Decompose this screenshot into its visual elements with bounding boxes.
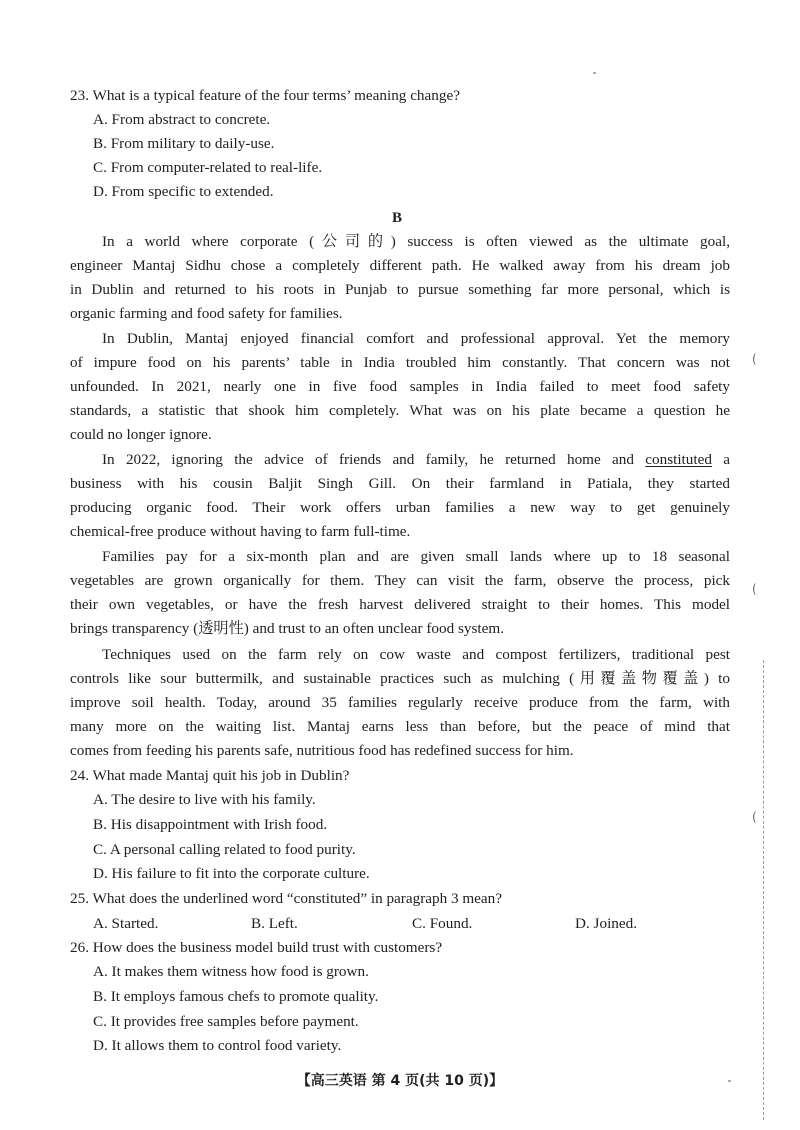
scan-speck xyxy=(728,1080,731,1082)
q23-option-d: D. From specific to extended. xyxy=(93,183,274,200)
passage-line: chemical-free produce without having to farm full-time. xyxy=(70,523,411,540)
passage-line: in Dublin and returned to his roots in Punjab to pursue something far more personal, which is xyxy=(70,281,730,298)
passage-line: In a world where corporate (公司的) success is often viewed as the ultimate goal, xyxy=(102,233,730,250)
passage-line: improve soil health. Today, around 35 families regularly receive produce from the farm, with xyxy=(70,694,730,711)
binding-margin-mark: ( xyxy=(752,352,757,366)
passage-line: producing organic food. Their work offers urban families a new way to get genuinely xyxy=(70,499,730,516)
binding-margin-mark: ( xyxy=(752,582,757,596)
q23-option-b: B. From military to daily-use. xyxy=(93,135,275,152)
passage-line: business with his cousin Baljit Singh Gill. On their farmland in Patiala, they started xyxy=(70,475,730,492)
passage-line: In Dublin, Mantaj enjoyed financial comfort and professional approval. Yet the memory xyxy=(102,330,730,347)
passage-text: a xyxy=(711,451,730,468)
underlined-word: constituted xyxy=(645,451,712,468)
passage-line: many more on the waiting list. Mantaj earns less than before, but the peace of mind that xyxy=(70,718,730,735)
passage-line: unfounded. In 2021, nearly one in five food samples in India failed to meet food safety xyxy=(70,378,730,395)
q23-stem: 23. What is a typical feature of the four terms’ meaning change? xyxy=(70,87,460,104)
passage-line: comes from feeding his parents safe, nutritious food has redefined success for him. xyxy=(70,742,574,759)
q25-stem: 25. What does the underlined word “constituted” in paragraph 3 mean? xyxy=(70,890,502,907)
passage-line: brings transparency (透明性) and trust to an often unclear food system. xyxy=(70,620,504,637)
passage-line: standards, a statistic that shook him completely. What was on his plate became a question he xyxy=(70,402,730,419)
scan-speck xyxy=(593,72,596,74)
passage-line: engineer Mantaj Sidhu chose a completely different path. He walked away from his dream job xyxy=(70,257,730,274)
passage-line: their own vegetables, or have the fresh harvest delivered straight to their homes. This model xyxy=(70,596,730,613)
passage-line: controls like sour buttermilk, and sustainable practices such as mulching (用覆盖物覆盖) to xyxy=(70,670,730,687)
passage-line: vegetables are grown organically for them. They can visit the farm, observe the process, pick xyxy=(70,572,730,589)
q26-option-a: A. It makes them witness how food is grown. xyxy=(93,963,369,980)
q23-option-a: A. From abstract to concrete. xyxy=(93,111,271,128)
passage-line: Families pay for a six-month plan and are given small lands where up to 18 seasonal xyxy=(102,548,730,565)
q24-stem: 24. What made Mantaj quit his job in Dublin? xyxy=(70,767,350,784)
q26-option-c: C. It provides free samples before payment. xyxy=(93,1013,359,1030)
binding-line xyxy=(763,660,764,1120)
q25-option-c: C. Found. xyxy=(412,915,473,932)
binding-margin-mark: ( xyxy=(752,810,757,824)
q25-option-a: A. Started. xyxy=(93,915,159,932)
section-label: B xyxy=(392,210,403,226)
q25-option-d: D. Joined. xyxy=(575,915,638,932)
q24-option-c: C. A personal calling related to food purity. xyxy=(93,841,356,858)
q26-stem: 26. How does the business model build trust with customers? xyxy=(70,939,443,956)
page-footer: 【高三英语 第 4 页(共 10 页)】 xyxy=(296,1073,504,1089)
passage-line: of impure food on his parents’ table in India troubled him constantly. That concern was not xyxy=(70,354,730,371)
q24-option-d: D. His failure to fit into the corporate culture. xyxy=(93,865,370,882)
passage-line: could no longer ignore. xyxy=(70,426,212,443)
q26-option-d: D. It allows them to control food variety. xyxy=(93,1037,342,1054)
q26-option-b: B. It employs famous chefs to promote quality. xyxy=(93,988,379,1005)
q25-option-b: B. Left. xyxy=(251,915,298,932)
passage-text: In 2022, ignoring the advice of friends and family, he returned home and xyxy=(102,451,634,468)
passage-line-with-underline xyxy=(102,450,730,470)
q23-option-c: C. From computer-related to real-life. xyxy=(93,159,323,176)
passage-line: organic farming and food safety for families. xyxy=(70,305,343,322)
passage-line: Techniques used on the farm rely on cow waste and compost fertilizers, traditional pest xyxy=(102,646,730,663)
q24-option-a: A. The desire to live with his family. xyxy=(93,791,316,808)
q24-option-b: B. His disappointment with Irish food. xyxy=(93,816,328,833)
